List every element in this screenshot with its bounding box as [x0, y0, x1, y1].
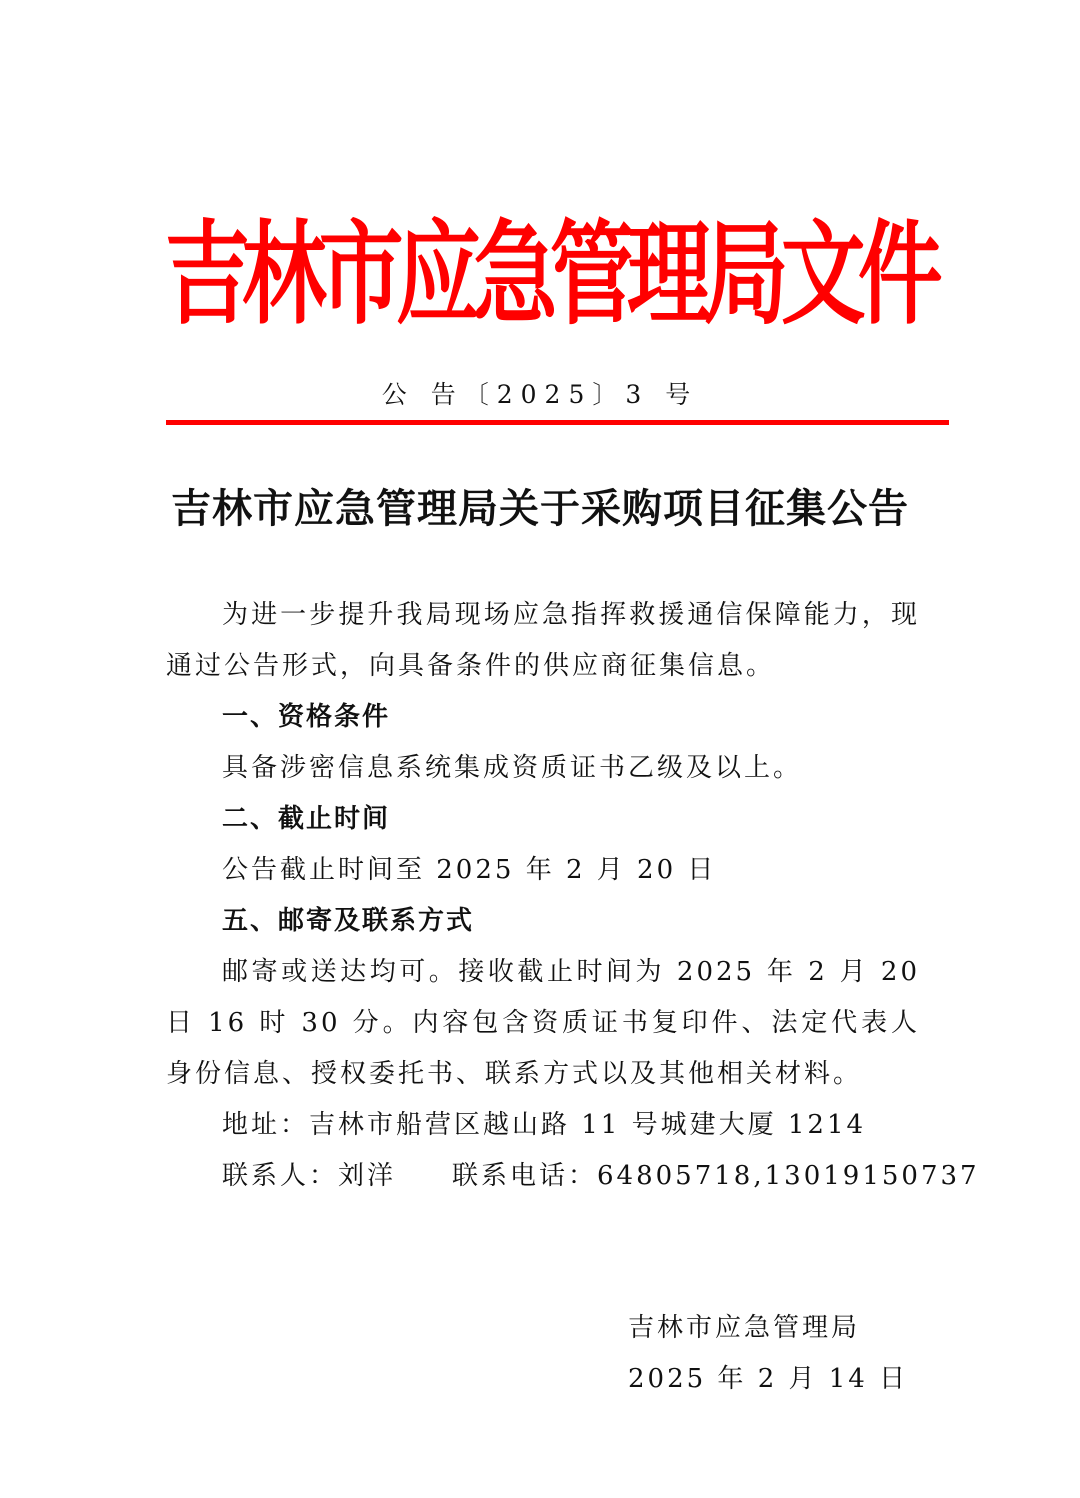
section-heading-deadline: 二、截止时间: [222, 804, 391, 834]
address-line: 地址：吉林市船营区越山路 11 号城建大厦 1214: [222, 1110, 867, 1140]
contact-line: [222, 1151, 980, 1202]
section-body-deadline: 公告截止时间至 2025 年 2 月 20 日: [222, 855, 717, 885]
section-body-qualification: 具备涉密信息系统集成资质证书乙级及以上。: [222, 753, 803, 783]
contact-person: 联系人：刘洋: [222, 1161, 397, 1191]
signature-date: 2025 年 2 月 14 日: [628, 1364, 909, 1394]
intro-paragraph: 为进一步提升我局现场应急指挥救援通信保障能力，现通过公告形式，向具备条件的供应商征集信息。: [166, 600, 920, 681]
section-heading-qualification: 一、资格条件: [222, 702, 391, 732]
document-masthead: 吉林市应急管理局文件: [165, 210, 935, 340]
contact-phone: 联系电话：64805718,13019150737: [452, 1161, 980, 1191]
section-body-contact: 邮寄或送达均可。接收截止时间为 2025 年 2 月 20 日 16 时 30 分。内容包含资质证书复印件、法定代表人身份信息、授权委托书、联系方式以及其他相关材料。: [166, 957, 920, 1089]
section-heading-contact: 五、邮寄及联系方式: [222, 906, 475, 936]
signature-organization: 吉林市应急管理局: [628, 1313, 861, 1343]
notice-title: 吉林市应急管理局关于采购项目征集公告: [171, 485, 909, 532]
red-divider-line: [166, 420, 949, 425]
document-number: 公 告〔2025〕3 号: [381, 380, 699, 409]
